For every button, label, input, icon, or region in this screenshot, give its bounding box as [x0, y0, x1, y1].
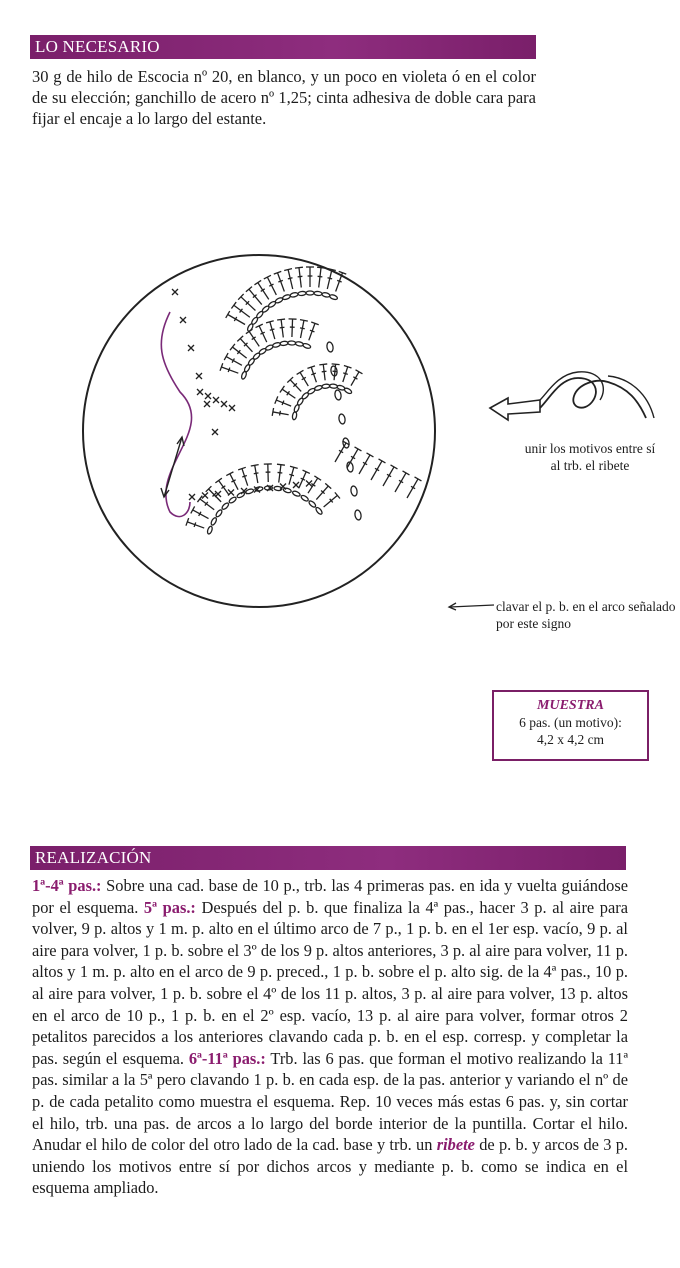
- instruction-text: Después del p. b. que finaliza la 4ª pas., hacer 3 p. al aire para volver, 9 p. altos y 1 m. p. alto en el último arco de 7 p., 1 p. b. en el 1er esp. vacío, 9 p. al aire para volver, 1 p. b. sobre el 3º de los 9 p. altos anteriores, 3 p. al aire para volver, 11 p. altos y 1 m. p. alto en el arco de 9 p. preced., 1 p. b. sobre el p. alto sig. de la 4ª pas., 10 p. al aire para volver, 1 p. b. sobre el 4º de los 11 p. altos, 3 p. al aire para volver, 13 p. altos en el arco de 10 p., 1 p. b. en el 2º esp. vacío, 13 p. al aire para volver, formar otros 2 petalitos parecidos a los anteriores clavando cada p. b. en el esp. corresp. y completar la pas. según el esquema.: [32, 897, 628, 1068]
- diagram-circle: [83, 255, 435, 607]
- instruction-text: Trb. las 6 pas. que forman el motivo realizando la 11ª pas. similar a la 5ª pero clavando 1 p. b. en cada esp. de la pas. anterior y variando el nº de p. de cada petalito como muestra el esquema. Rep. 10 veces más estas 6 pas. y, sin cortar el hilo, trb. una pas. de arcos a lo largo del borde interior de la puntilla. Cortar el hilo. Anudar el hilo de color del otro lado de la cad. base y trb. un: [32, 1048, 628, 1155]
- instructions-text: [32, 875, 628, 1199]
- arrow-left-icon: [490, 398, 540, 420]
- sample-box: [492, 690, 649, 761]
- join-arrow: [161, 437, 184, 497]
- annotation-stitch-arc: clavar el p. b. en el arco señalado por este signo: [496, 599, 676, 631]
- section-title: REALIZACIÓN: [35, 848, 152, 867]
- section-title: LO NECESARIO: [35, 37, 160, 56]
- row-label: 5ª pas.:: [143, 897, 196, 917]
- instruction-text: Sobre una cad. base de 10 p., trb. las 4 primeras pas. en ida y vuelta guiándose por el esquema.: [32, 876, 628, 917]
- section-header-realizacion: [30, 846, 626, 870]
- annotation-join-motifs: unir los motivos entre sí al trb. el ribete: [524, 441, 656, 473]
- row-label: 1ª-4ª pas.:: [32, 876, 102, 895]
- crochet-diagram: [80, 252, 438, 610]
- arrow-left-icon: [446, 600, 496, 614]
- ribete-term: ribete: [436, 1135, 475, 1155]
- row-label: 6ª-11ª pas.:: [188, 1048, 266, 1068]
- instruction-text: de p. b. y arcos de 3 p. uniendo los motivos entre sí por dichos arcos y mediante p. b. como se indica en el esquema ampliado.: [32, 1135, 629, 1198]
- sample-line-2: 4,2 x 4,2 cm: [536, 732, 605, 747]
- violet-edging: [161, 312, 191, 517]
- materials-text: 30 g de hilo de Escocia nº 20, en blanco, y un poco en violeta ó en el color de su elección; ganchillo de acero nº 1,25; cinta adhesiva de doble cara para fijar el encaje a lo largo del estante.: [32, 67, 536, 128]
- loop-icon: [540, 372, 654, 418]
- sample-title: MUESTRA: [537, 698, 604, 713]
- section-header-necesario: [30, 35, 536, 59]
- stitch-loop-illustration: [488, 370, 658, 430]
- sample-line-1: 6 pas. (un motivo):: [519, 715, 622, 730]
